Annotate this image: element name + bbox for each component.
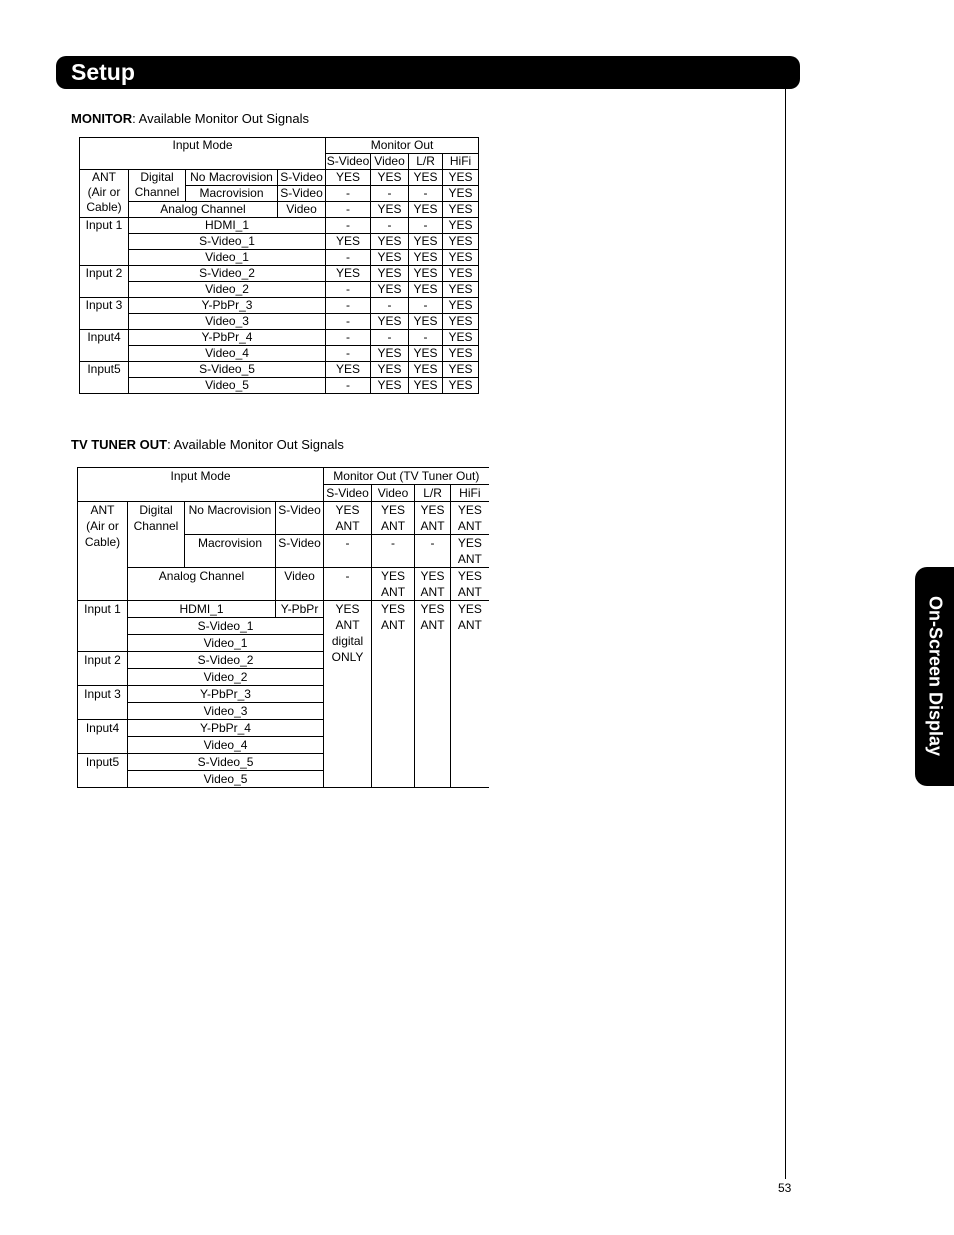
monitor-cell: YES: [409, 282, 443, 298]
monitor-cell: YES: [443, 250, 479, 266]
monitor-heading-bold: MONITOR: [71, 111, 133, 126]
monitor-cell: YES: [443, 186, 479, 202]
cell-line: ANT: [420, 585, 445, 599]
cell-line: -: [345, 536, 350, 550]
cell-line: YES: [457, 569, 482, 583]
cell-line: YES: [420, 602, 445, 616]
cell-line: ANT: [381, 618, 406, 632]
cell-line: YES: [457, 602, 482, 616]
monitor-source: Video_5: [129, 378, 326, 394]
monitor-cell: YES: [443, 266, 479, 282]
monitor-cell: YES: [443, 234, 479, 250]
tuner-signal-type: S-Video: [276, 535, 324, 568]
monitor-cell: YES: [326, 266, 371, 282]
tuner-col-header: Video: [372, 485, 415, 502]
monitor-row-label: No Macrovision: [186, 170, 278, 186]
monitor-out-header: Monitor Out: [326, 138, 479, 154]
tuner-cell: [415, 502, 451, 535]
cell-line: ANT: [457, 519, 482, 533]
monitor-cell: YES: [326, 234, 371, 250]
monitor-signal-type: Video: [278, 202, 326, 218]
cell-line: YES: [381, 503, 406, 517]
monitor-input-group: Input4: [80, 330, 129, 362]
monitor-cell: -: [326, 298, 371, 314]
monitor-source: Video_2: [129, 282, 326, 298]
tuner-cell: [324, 568, 372, 601]
digital-line: Channel: [134, 185, 180, 199]
tuner-row-label: Analog Channel: [128, 568, 276, 601]
monitor-heading: [71, 111, 309, 126]
monitor-cell: -: [371, 186, 409, 202]
monitor-cell: -: [326, 186, 371, 202]
monitor-cell: YES: [443, 346, 479, 362]
tuner-cell: [415, 535, 451, 568]
tuner-source: Video_1: [128, 635, 324, 652]
monitor-cell: YES: [443, 282, 479, 298]
monitor-cell: YES: [443, 362, 479, 378]
monitor-row-label: Macrovision: [186, 186, 278, 202]
page-number: 53: [778, 1181, 792, 1195]
tuner-digital-label: [128, 502, 185, 568]
cell-line: YES: [335, 503, 360, 517]
tuner-cell: [372, 568, 415, 601]
cell-line: ONLY: [331, 650, 364, 664]
tuner-heading-text: : Available Monitor Out Signals: [167, 437, 344, 452]
monitor-cell: -: [326, 282, 371, 298]
monitor-cell: -: [326, 346, 371, 362]
monitor-cell: YES: [443, 314, 479, 330]
monitor-cell: YES: [371, 266, 409, 282]
tuner-out-header: Monitor Out (TV Tuner Out): [324, 468, 489, 485]
ant-line: Cable): [84, 535, 121, 549]
monitor-cell: YES: [443, 330, 479, 346]
tuner-cell: [324, 502, 372, 535]
monitor-cell: -: [326, 378, 371, 394]
tuner-cell: [372, 535, 415, 568]
monitor-cell: YES: [371, 314, 409, 330]
cell-line: -: [391, 536, 396, 550]
tuner-source: S-Video_1: [128, 618, 324, 635]
monitor-input-group: Input 1: [80, 218, 129, 266]
tuner-col-header: HiFi: [451, 485, 489, 502]
monitor-cell: YES: [371, 234, 409, 250]
tuner-input-group: Input5: [78, 754, 128, 788]
monitor-source: Y-PbPr_3: [129, 298, 326, 314]
page-divider: [785, 89, 786, 1179]
monitor-cell: YES: [409, 314, 443, 330]
monitor-input-group: Input 2: [80, 266, 129, 298]
cell-line: YES: [457, 503, 482, 517]
monitor-cell: YES: [371, 170, 409, 186]
tuner-input-hifi-cell: [451, 601, 489, 788]
tuner-signal-type: Y-PbPr: [276, 601, 324, 618]
monitor-table: [79, 137, 479, 394]
tuner-heading-bold: TV TUNER OUT: [71, 437, 168, 452]
tuner-input-group: Input 3: [78, 686, 128, 720]
tuner-input-lr-cell: [415, 601, 451, 788]
monitor-cell: -: [409, 186, 443, 202]
monitor-source: Y-PbPr_4: [129, 330, 326, 346]
monitor-input-group: Input 3: [80, 298, 129, 330]
tuner-source: Video_3: [128, 703, 324, 720]
cell-line: ANT: [335, 519, 360, 533]
monitor-cell: YES: [443, 298, 479, 314]
cell-line: YES: [381, 569, 406, 583]
cell-line: YES: [457, 536, 482, 550]
monitor-cell: -: [326, 218, 371, 234]
tuner-input-group: Input 2: [78, 652, 128, 686]
ant-line: Cable): [86, 200, 122, 214]
tuner-source: Video_4: [128, 737, 324, 754]
tuner-source: Y-PbPr_4: [128, 720, 324, 737]
monitor-cell: YES: [409, 266, 443, 282]
tuner-cell: [451, 535, 489, 568]
monitor-col-header: L/R: [409, 154, 443, 170]
tuner-source: S-Video_5: [128, 754, 324, 771]
tuner-ant-label: [78, 502, 128, 601]
monitor-cell: -: [371, 298, 409, 314]
cell-line: -: [345, 569, 350, 583]
digital-line: Digital: [140, 170, 174, 184]
tuner-row-label: Macrovision: [185, 535, 276, 568]
tuner-signal-type: Video: [276, 568, 324, 601]
monitor-source: Video_3: [129, 314, 326, 330]
digital-line: Digital: [139, 503, 173, 517]
monitor-row-label: Analog Channel: [129, 202, 278, 218]
tuner-source: Y-PbPr_3: [128, 686, 324, 703]
monitor-source: Video_1: [129, 250, 326, 266]
ant-line: ANT: [92, 170, 116, 184]
digital-line: Channel: [133, 519, 179, 533]
monitor-cell: -: [409, 218, 443, 234]
monitor-cell: YES: [371, 282, 409, 298]
monitor-cell: YES: [371, 362, 409, 378]
tuner-source: S-Video_2: [128, 652, 324, 669]
monitor-cell: YES: [409, 362, 443, 378]
monitor-heading-text: : Available Monitor Out Signals: [132, 111, 309, 126]
monitor-signal-type: S-Video: [278, 170, 326, 186]
monitor-col-header: S-Video: [326, 154, 370, 168]
tuner-input-group: Input4: [78, 720, 128, 754]
monitor-source: Video_4: [129, 346, 326, 362]
tuner-cell: [451, 568, 489, 601]
monitor-source: S-Video_2: [129, 266, 326, 282]
monitor-cell: -: [371, 330, 409, 346]
monitor-cell: YES: [326, 362, 371, 378]
monitor-cell: YES: [443, 218, 479, 234]
monitor-cell: YES: [409, 170, 443, 186]
monitor-source: S-Video_5: [129, 362, 326, 378]
monitor-cell: YES: [443, 170, 479, 186]
monitor-digital-label: [129, 170, 186, 202]
monitor-source: S-Video_1: [129, 234, 326, 250]
monitor-cell: YES: [443, 202, 479, 218]
monitor-cell: YES: [409, 346, 443, 362]
monitor-cell: YES: [371, 202, 409, 218]
section-title: Setup: [71, 59, 135, 85]
ant-line: ANT: [90, 503, 115, 517]
tuner-source: Video_2: [128, 669, 324, 686]
tuner-row-label: No Macrovision: [185, 502, 276, 535]
monitor-cell: YES: [443, 378, 479, 394]
tuner-heading: [71, 437, 344, 452]
tuner-source: HDMI_1: [128, 601, 276, 618]
monitor-cell: -: [409, 298, 443, 314]
monitor-cell: -: [326, 250, 371, 266]
ant-line: (Air or: [86, 519, 119, 533]
monitor-cell: YES: [409, 234, 443, 250]
tuner-col-header: L/R: [415, 485, 451, 502]
cell-line: ANT: [457, 552, 482, 566]
monitor-signal-type: S-Video: [278, 186, 326, 202]
monitor-cell: -: [371, 218, 409, 234]
monitor-source: HDMI_1: [129, 218, 326, 234]
monitor-cell: -: [326, 314, 371, 330]
monitor-col-header: Video: [371, 154, 409, 170]
side-tab-label: On-Screen Display: [925, 595, 946, 757]
monitor-cell: -: [326, 202, 371, 218]
cell-line: YES: [420, 569, 445, 583]
cell-line: ANT: [381, 519, 406, 533]
cell-line: ANT: [335, 618, 360, 632]
cell-line: YES: [420, 503, 445, 517]
cell-line: digital: [331, 634, 364, 648]
tuner-input-svideo-cell: [324, 601, 372, 788]
monitor-cell: -: [326, 330, 371, 346]
cell-line: YES: [335, 602, 360, 616]
monitor-input-mode-header: Input Mode: [80, 138, 326, 170]
monitor-cell: YES: [371, 250, 409, 266]
tuner-cell: [324, 535, 372, 568]
tuner-cell: [415, 568, 451, 601]
monitor-ant-label: [80, 170, 129, 218]
tuner-cell: [451, 502, 489, 535]
monitor-cell: YES: [371, 346, 409, 362]
section-header-bar: [56, 56, 800, 89]
tuner-cell: [372, 502, 415, 535]
monitor-cell: YES: [371, 378, 409, 394]
monitor-cell: YES: [409, 250, 443, 266]
cell-line: -: [430, 536, 435, 550]
cell-line: ANT: [457, 585, 482, 599]
monitor-cell: YES: [409, 378, 443, 394]
tuner-input-mode-header: Input Mode: [78, 468, 324, 502]
monitor-cell: -: [409, 330, 443, 346]
monitor-col-header: HiFi: [443, 154, 479, 170]
tuner-source: Video_5: [128, 771, 324, 788]
cell-line: ANT: [457, 618, 482, 632]
tuner-table: [77, 467, 489, 788]
ant-line: (Air or: [87, 185, 121, 199]
cell-line: ANT: [420, 618, 445, 632]
tuner-input-group: Input 1: [78, 601, 128, 652]
monitor-cell: YES: [409, 202, 443, 218]
cell-line: YES: [381, 602, 406, 616]
tuner-col-header: S-Video: [324, 485, 372, 502]
cell-line: ANT: [420, 519, 445, 533]
monitor-input-group: Input5: [80, 362, 129, 394]
tuner-signal-type: S-Video: [276, 502, 324, 535]
tuner-input-video-cell: [372, 601, 415, 788]
monitor-cell: YES: [326, 170, 371, 186]
cell-line: ANT: [381, 585, 406, 599]
